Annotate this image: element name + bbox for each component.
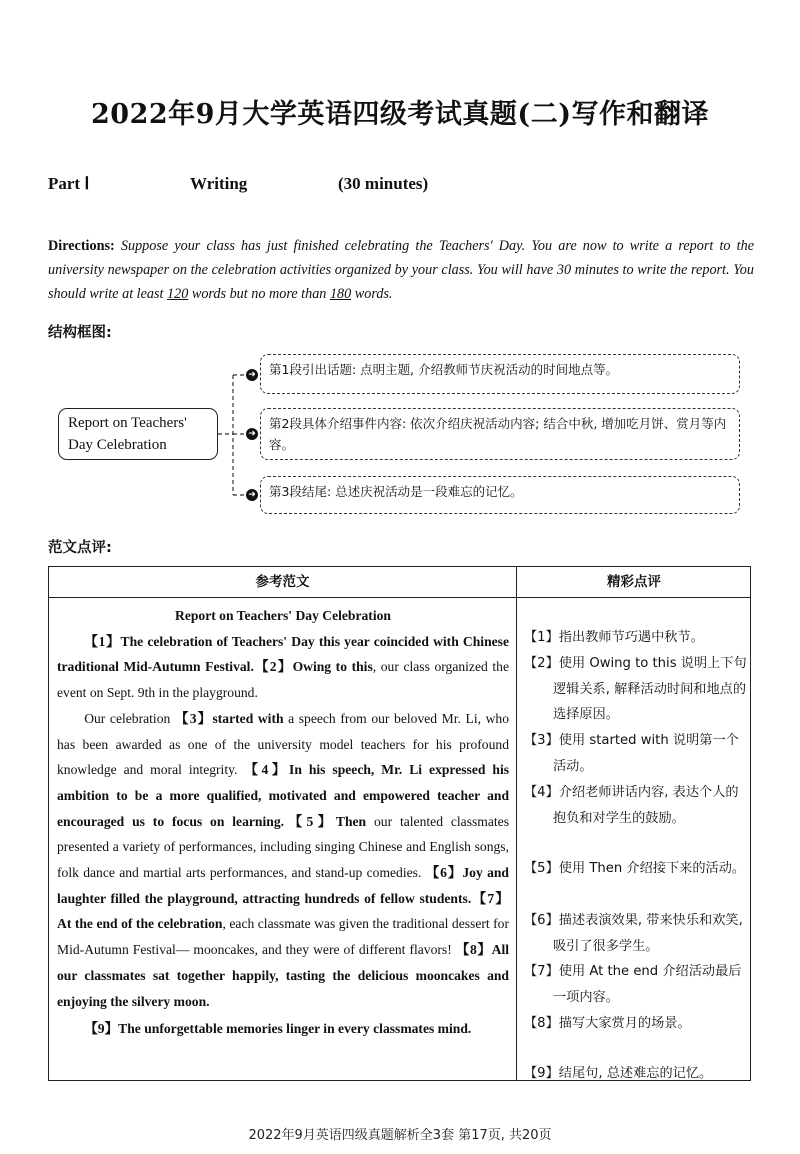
essay-paragraph-3	[57, 1016, 509, 1042]
marker-9: 【9】	[84, 1021, 119, 1037]
marker-4: 【4】	[244, 762, 290, 778]
marker-7: 【7】	[471, 890, 510, 906]
comment-item: 【2】使用 Owing to this 说明上下句逻辑关系, 解释活动时间和地点的选择原因。	[524, 656, 747, 723]
diagram-branch-3	[260, 476, 740, 514]
directions-text-b: words but no more than	[188, 286, 330, 302]
branch-2-text: 第2段具体介绍事件内容: 依次介绍庆祝活动内容; 结合中秋, 增加吃月饼、赏月等内容。	[269, 416, 727, 452]
part-number: Part Ⅰ	[48, 174, 90, 193]
highlight-9: The unforgettable memories linger in every classmates mind.	[118, 1021, 472, 1037]
highlight-4: In his speech, Mr. Li expressed his ambition to be a more qualified, motivated and empowered teacher and encouraged us to focus on learning.	[57, 762, 510, 829]
marker-2: 【2】	[253, 659, 293, 675]
branch-3-text: 第3段结尾: 总述庆祝活动是一段难忘的记忆。	[269, 484, 523, 499]
structure-label: 结构框图:	[48, 325, 112, 341]
root-line-2: Day Celebration	[68, 437, 167, 453]
min-words: 120	[167, 286, 189, 302]
arrow-right-icon: ➜	[246, 428, 258, 440]
comment-item: 【7】使用 At the end 介绍活动最后一项内容。	[524, 964, 742, 1005]
sample-essay	[57, 603, 509, 1042]
col-header-essay: 参考范文	[255, 574, 310, 590]
arrow-right-icon: ➜	[246, 369, 258, 381]
diagram-branch-1	[260, 354, 740, 394]
highlight-8: All our classmates sat together happily, tasting the delicious mooncakes and enjoying the silvery moon.	[57, 942, 509, 1009]
essay-title: Report on Teachers' Day Celebration	[175, 608, 391, 623]
marker-3: 【3】	[174, 710, 213, 726]
comment-item: 【3】使用 started with 说明第一个活动。	[524, 733, 739, 774]
comment-item: 【9】结尾句, 总述难忘的记忆。	[524, 1066, 713, 1081]
essay-text: Our celebration	[84, 710, 175, 726]
directions-text	[48, 238, 754, 302]
page-footer: 2022年9月英语四级真题解析全3套 第17页, 共20页	[248, 1128, 552, 1143]
essay-paragraph-1	[57, 629, 509, 706]
part-section: Writing	[190, 174, 248, 193]
essay-text: , each classmate was given the traditional dessert for Mid-Autumn Festival— mooncakes, and they were of different flavors!	[57, 916, 510, 958]
comment-item: 【6】描述表演效果, 带来快乐和欢笑, 吸引了很多学生。	[524, 913, 743, 954]
marker-6: 【6】	[425, 865, 463, 881]
directions-paragraph	[48, 234, 754, 306]
directions-text-c: words.	[351, 286, 393, 302]
header-divider	[49, 597, 750, 598]
review-label: 范文点评:	[48, 540, 112, 556]
directions-label: Directions:	[48, 238, 115, 254]
arrow-right-icon: ➜	[246, 489, 258, 501]
essay-paragraph-2	[57, 706, 509, 1014]
col-header-comments: 精彩点评	[607, 574, 661, 590]
comment-item: 【4】介绍老师讲话内容, 表达个人的抱负和对学生的鼓励。	[524, 785, 739, 826]
highlight-1: The celebration of Teachers' Day this year coincided with Chinese traditional Mid-Autumn Festival.	[57, 633, 510, 675]
page-title: 2022年9月大学英语四级考试真题(二)写作和翻译	[91, 99, 709, 130]
highlight-2: Owing to this	[292, 659, 373, 675]
marker-1: 【1】	[84, 633, 121, 649]
essay-text: our talented classmates presented a variety of performances, including singing Chinese and English songs, folk dance and martial arts performances, and stand-up comedies.	[57, 813, 509, 881]
root-line-1: Report on Teachers'	[68, 415, 187, 431]
essay-review-table	[48, 566, 751, 1081]
comment-item: 【8】描写大家赏月的场景。	[524, 1016, 691, 1031]
column-divider	[516, 567, 517, 1080]
highlight-5: Then	[335, 813, 367, 829]
essay-text: , our class organized the event on Sept. 9th in the playground.	[57, 659, 509, 701]
highlight-3: started with	[212, 710, 284, 726]
max-words: 180	[329, 286, 352, 302]
diagram-branch-2	[260, 408, 740, 460]
highlight-6: Joy and laughter filled the playground, attracting hundreds of fellow students.	[57, 865, 509, 906]
branch-1-text: 第1段引出话题: 点明主题, 介绍教师节庆祝活动的时间地点等。	[269, 362, 619, 377]
essay-text: a speech from our beloved Mr. Li, who has been awarded as one of the university model teachers for his profound knowledge and moral integrity.	[57, 710, 510, 778]
comment-item: 【5】使用 Then 介绍接下来的活动。	[524, 861, 746, 876]
comment-item: 【1】指出教师节巧遇中秋节。	[524, 630, 704, 645]
diagram-root-box	[58, 408, 218, 460]
marker-8: 【8】	[455, 942, 492, 958]
marker-5: 【5】	[284, 813, 336, 829]
highlight-7: At the end of the celebration	[57, 916, 223, 932]
directions-text-a: Suppose your class has just finished celebrating the Teachers' Day. You are now to write a report to the university newspaper on the celebration activities organized by your class. You will have 30 minutes to write the report. You should write at least	[48, 238, 754, 302]
part-time: (30 minutes)	[338, 174, 429, 193]
